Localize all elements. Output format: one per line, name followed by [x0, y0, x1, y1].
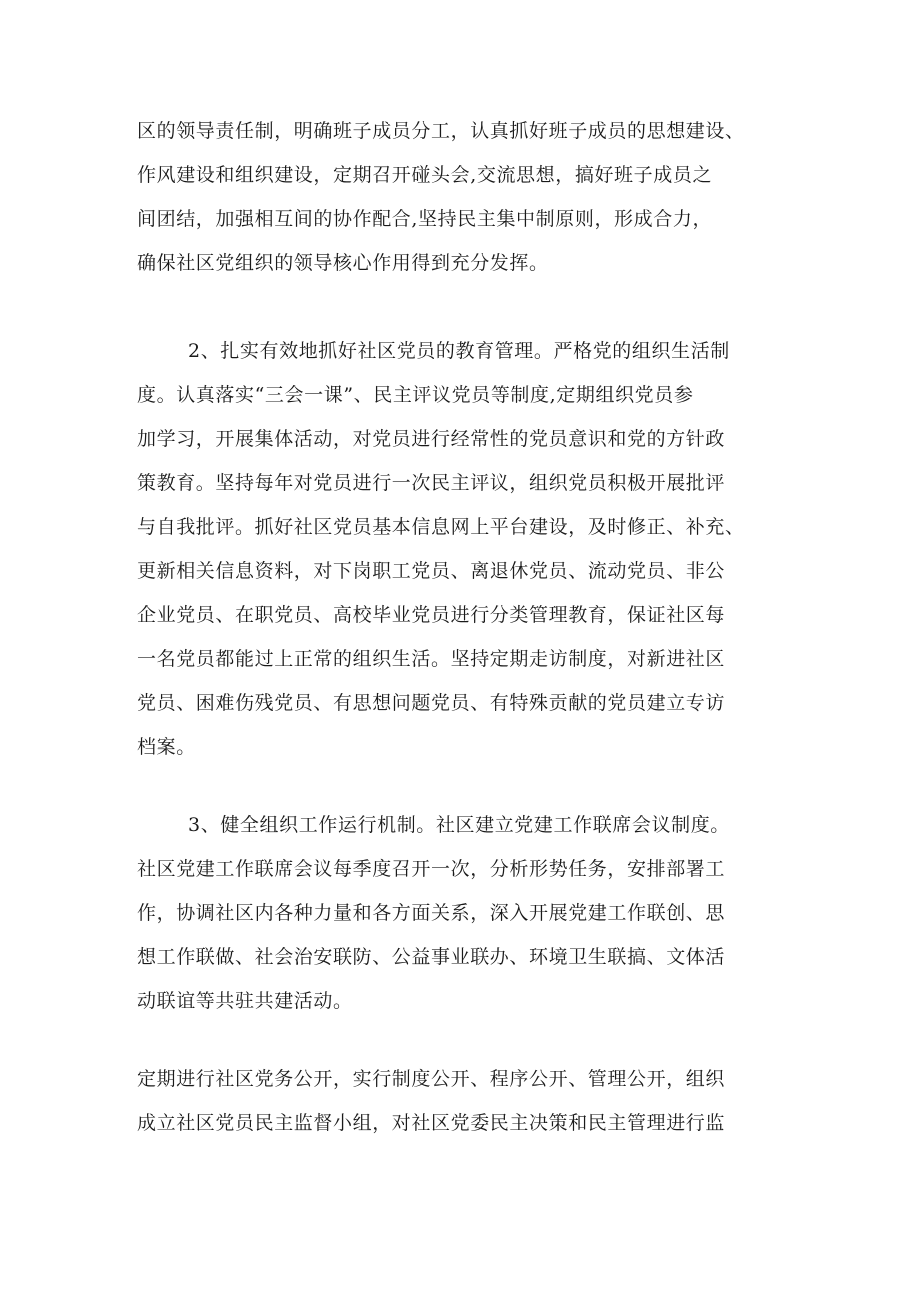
text-line: 社区党建工作联席会议每季度召开一次，分析形势任务，安排部署工 [137, 858, 726, 880]
text-line: 定期进行社区党务公开，实行制度公开、程序公开、管理公开，组织 [137, 1068, 726, 1090]
text-line: 档案。 [137, 736, 196, 758]
text-line: 与自我批评。抓好社区党员基本信息网上平台建设，及时修正、补充、 [137, 516, 745, 538]
text-line: 间团结，加强相互间的协作配合,坚持民主集中制原则，形成合力， [137, 208, 713, 230]
text-line: 度。认真落实“三会一课”、民主评议党员等制度,定期组织党员参 [137, 384, 694, 406]
text-line: 策教育。坚持每年对党员进行一次民主评议，组织党员积极开展批评 [137, 472, 726, 494]
text-line: 作风建设和组织建设，定期召开碰头会,交流思想，搞好班子成员之 [137, 164, 713, 186]
text-line: 企业党员、在职党员、高校毕业党员进行分类管理教育，保证社区每 [137, 604, 726, 626]
text-line: 3、健全组织工作运行机制。社区建立党建工作联席会议制度。 [188, 814, 730, 836]
text-line: 动联谊等共驻共建活动。 [137, 990, 353, 1012]
text-line: 作，协调社区内各种力量和各方面关系，深入开展党建工作联创、思 [137, 902, 726, 924]
text-line: 一名党员都能过上正常的组织生活。坚持定期走访制度，对新进社区 [137, 648, 726, 670]
text-line: 更新相关信息资料，对下岗职工党员、离退休党员、流动党员、非公 [137, 560, 726, 582]
text-line: 2、扎实有效地抓好社区党员的教育管理。严格党的组织生活制 [188, 340, 730, 362]
text-line: 党员、困难伤残党员、有思想问题党员、有特殊贡献的党员建立专访 [137, 692, 726, 714]
text-line: 想工作联做、社会治安联防、公益事业联办、环境卫生联搞、文体活 [137, 946, 726, 968]
text-line: 确保社区党组织的领导核心作用得到充分发挥。 [137, 252, 549, 274]
text-line: 区的领导责任制，明确班子成员分工，认真抓好班子成员的思想建设、 [137, 120, 745, 142]
text-line: 加学习，开展集体活动，对党员进行经常性的党员意识和党的方针政 [137, 428, 726, 450]
text-line: 成立社区党员民主监督小组，对社区党委民主决策和民主管理进行监 [137, 1112, 726, 1134]
